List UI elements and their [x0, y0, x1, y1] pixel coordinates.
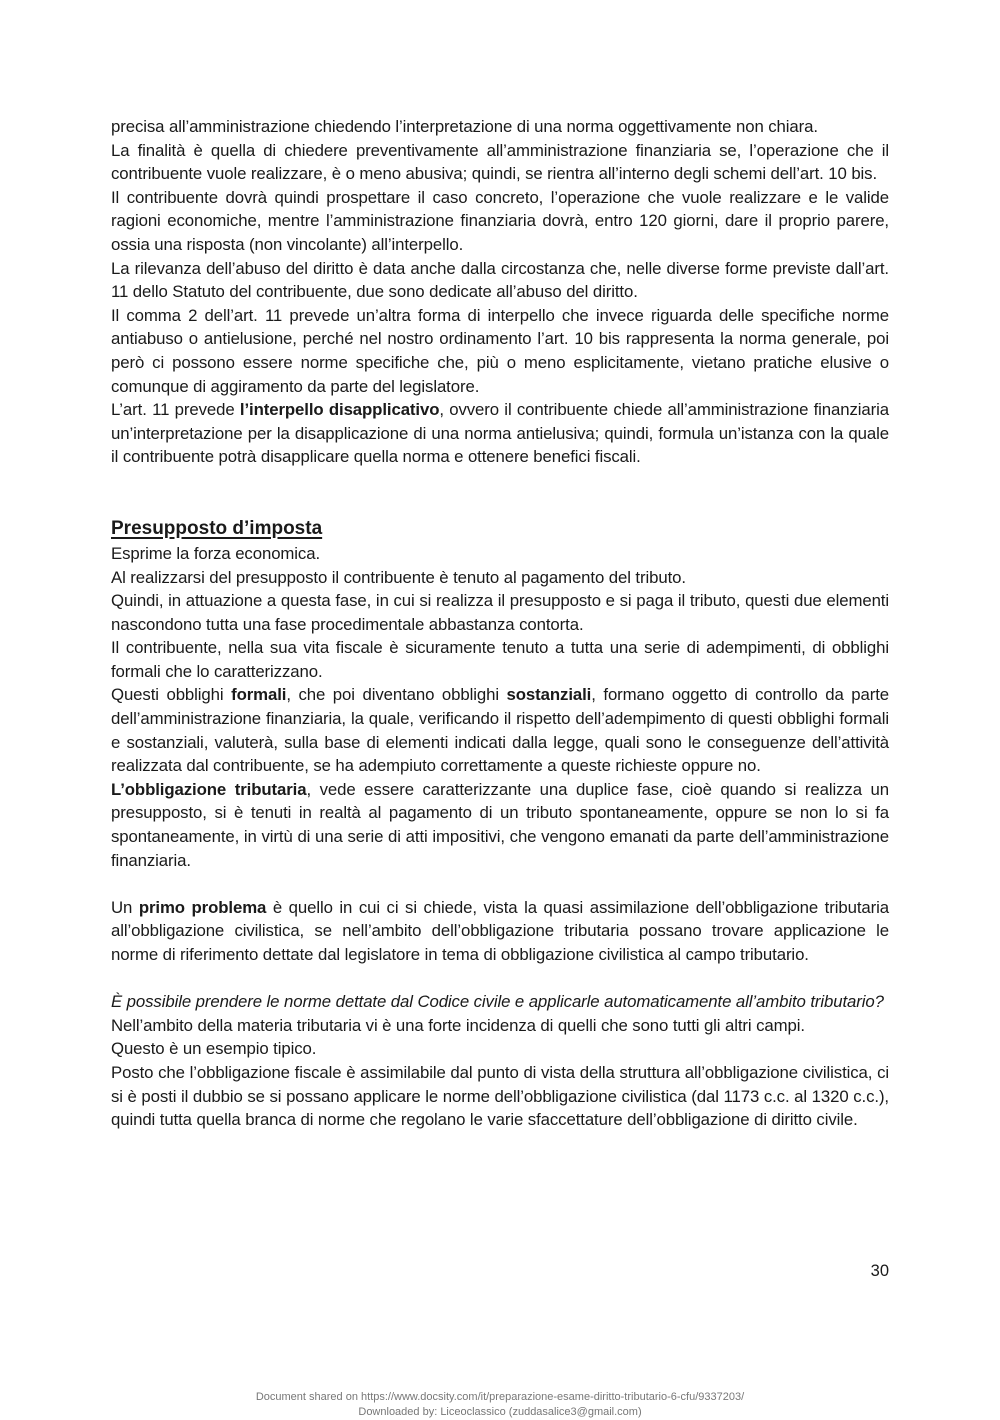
text-run: , formano oggetto di controllo da parte dell’amministrazione finanziaria, la quale, verificando il rispetto dell’adempimento di questi obblighi formali e sostanziali, valuterà, sulla base di elementi indicati dalla legge, quali sono le conseguenze dell’attività realizzata dal contribuente, se ha adempiuto correttamente a queste richieste oppure no.	[111, 685, 889, 776]
paragraph: La finalità è quella di chiedere preventivamente all’amministrazione finanziaria se, l’operazione che il contribuente vuole realizzare, è o meno abusiva; quindi, se rientra all’interno degli schemi dell’art. 10 bis.	[111, 140, 889, 184]
paragraph: Il contribuente, nella sua vita fiscale è sicuramente tenuto a tutta una serie di adempimenti, di obblighi formali che lo caratterizzano.	[111, 638, 889, 681]
bold-term: L’obbligazione tributaria	[111, 779, 307, 799]
paragraph: Nell’ambito della materia tributaria vi è una forte incidenza di quelli che sono tutti gli altri campi.	[111, 1015, 805, 1035]
paragraph: Posto che l’obbligazione fiscale è assimilabile dal punto di vista della struttura all’obbligazione civilistica, ci si è posti il dubbio se si possano applicare le norme dell’obbligazione civilistica (dal 1173 c.c. al 1320 c.c.), quindi tutta quella branca di norme che regolano le varie sfaccettature dell’obbligazione di diritto civile.	[111, 1062, 889, 1130]
text-run: , che poi diventano obblighi	[286, 685, 507, 705]
text-run: è quello in cui ci si chiede, vista la quasi assimilazione dell’obbligazione tributaria all’obbligazione civilistica, se nell’ambito dell’obbligazione tributaria possano trovare applicazione le norme di riferimento dettate dal legislatore in tema di obbligazione civilistica al campo tributario.	[111, 897, 889, 964]
docsity-footer	[0, 1390, 1000, 1420]
spacer	[111, 872, 889, 896]
paragraph: precisa all’amministrazione chiedendo l’interpretazione di una norma oggettivamente non chiara.	[111, 117, 818, 136]
paragraph	[111, 896, 889, 967]
bold-term: primo problema	[138, 897, 267, 917]
spacer	[111, 967, 889, 991]
text-run: Un	[111, 897, 139, 917]
paragraph: La rilevanza dell’abuso del diritto è data anche dalla circostanza che, nelle diverse forme previste dall’art. 11 dello Statuto del contribuente, due sono dedicate all’abuso del diritto.	[111, 258, 889, 302]
bold-term: formali	[231, 685, 287, 705]
document-body	[111, 115, 889, 1132]
section-heading: Presupposto d’imposta	[111, 517, 323, 539]
page-number: 30	[870, 1262, 889, 1280]
paragraph: Esprime la forza economica.	[111, 543, 321, 563]
paragraph	[111, 778, 889, 872]
paragraph	[111, 398, 889, 469]
text-run: , vede essere caratterizzante una duplice fase, cioè quando si realizza un presupposto, si è tenuti in realtà al pagamento di un tributo spontaneamente, oppure se non lo si fa spontaneamente, in virtù di una serie di atti impositivi, che vengono emanati da parte dell’amministrazione finanziaria.	[111, 779, 889, 870]
footer-downloaded-by: Downloaded by: Liceoclassico (zuddasalice3@gmail.com)	[358, 1406, 642, 1418]
footer-shared-link[interactable]: Document shared on https://www.docsity.com/it/preparazione-esame-diritto-tributario-6-cfu/9337203/	[255, 1391, 745, 1403]
paragraph: Al realizzarsi del presupposto il contribuente è tenuto al pagamento del tributo.	[111, 567, 686, 587]
paragraph	[111, 683, 889, 777]
text-run: Questi obblighi	[111, 685, 232, 705]
spacer	[111, 469, 889, 516]
paragraph: Quindi, in attuazione a questa fase, in cui si realizza il presupposto e si paga il tributo, questi due elementi nascondono tutta una fase procedimentale abbastanza contorta.	[111, 591, 889, 634]
paragraph: Il comma 2 dell’art. 11 prevede un’altra forma di interpello che invece riguarda delle specifiche norme antiabuso o antielusione, perché nel nostro ordinamento l’art. 10 bis rappresenta la norma generale, poi però ci possono essere norme specifiche che, più o meno esplicitamente, vietano pratiche elusive o comunque di aggiramento da parte del legislatore.	[111, 305, 889, 396]
italic-question: È possibile prendere le norme dettate dal Codice civile e applicarle automaticamente all’ambito tributario?	[111, 992, 884, 1012]
text-run: L’art. 11 prevede	[111, 400, 240, 420]
paragraph: Il contribuente dovrà quindi prospettare il caso concreto, l’operazione che vuole realizzare e le valide ragioni economiche, mentre l’amministrazione finanziaria dovrà, entro 120 giorni, dare il proprio parere, ossia una risposta (non vincolante) all’interpello.	[111, 187, 889, 254]
text-run: , ovvero il contribuente chiede all’amministrazione finanziaria un’interpretazione per la disapplicazione di una norma antielusiva; quindi, formula un’istanza con la quale il contribuente potrà disapplicare quella norma e ottenere benefici fiscali.	[111, 400, 890, 467]
bold-term: sostanziali	[506, 685, 592, 705]
bold-term: l’interpello disapplicativo	[239, 400, 440, 420]
paragraph: Questo è un esempio tipico.	[111, 1039, 317, 1059]
